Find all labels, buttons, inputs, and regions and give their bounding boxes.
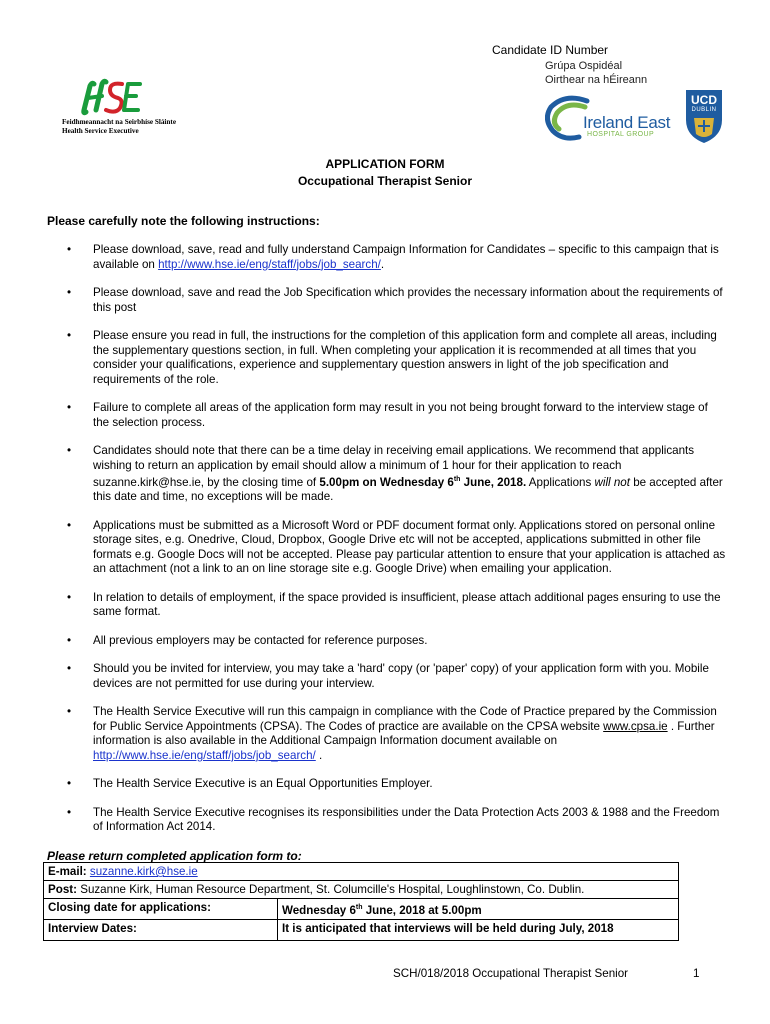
ireland-east-logo bbox=[545, 59, 685, 144]
bullet-icon: • bbox=[67, 518, 72, 532]
bullet-icon: • bbox=[67, 329, 72, 342]
instructions-heading: Please carefully note the following instructions: bbox=[47, 214, 320, 228]
table-row bbox=[44, 919, 679, 940]
list-item: • In relation to details of employment, if the space provided is insufficient, please attach additional pages ensuring to use the same format. bbox=[67, 590, 721, 619]
bullet-icon: • bbox=[67, 286, 72, 299]
bullet-icon: • bbox=[67, 590, 72, 604]
return-title: Please return completed application form to: bbox=[47, 849, 302, 863]
bullet-icon: • bbox=[67, 243, 72, 256]
page-title: APPLICATION FORM bbox=[325, 157, 445, 171]
instructions-list bbox=[47, 243, 727, 849]
ucd-crest bbox=[684, 88, 724, 144]
list-item: • The Health Service Executive is an Equal Opportunities Employer. bbox=[67, 777, 433, 791]
list-item: • All previous employers may be contacted for reference purposes. bbox=[67, 633, 428, 647]
interview-label: Interview Dates: bbox=[44, 919, 278, 940]
list-item: • Should you be invited for interview, you may take a 'hard' copy (or 'paper' copy) of your application form with you. Mobile devices are not permitted for use during your interview. bbox=[67, 662, 709, 690]
list-item: • Please download, save, read and fully understand Campaign Information for Candidates – specific to this campaign that is available on http://www.hse.ie/eng/staff/jobs/job_search/. bbox=[67, 243, 719, 271]
bullet-icon: • bbox=[67, 444, 72, 457]
table-row bbox=[44, 899, 679, 920]
ieh-name: Ireland East bbox=[583, 113, 671, 132]
list-item: • The Health Service Executive recognises its responsibilities under the Data Protection Acts 2003 & 1988 and the Freedom of Information Act 2014. bbox=[67, 805, 720, 834]
list-item: • Failure to complete all areas of the application form may result in you not being brought forward to the interview stage of the selection process. bbox=[67, 401, 708, 429]
job-search-link[interactable]: http://www.hse.ie/eng/staff/jobs/job_search/ bbox=[158, 257, 381, 271]
ieh-subtitle: HOSPITAL GROUP bbox=[587, 131, 655, 138]
page-number: 1 bbox=[693, 967, 700, 980]
table-row bbox=[44, 881, 679, 899]
bullet-icon: • bbox=[67, 662, 72, 676]
ucd-dublin-text: DUBLIN bbox=[691, 107, 717, 113]
ieh-irish-line1: Grúpa Ospidéal bbox=[545, 60, 623, 72]
interview-value: It is anticipated that interviews will be held during July, 2018 bbox=[278, 919, 679, 940]
hse-logo bbox=[62, 78, 177, 140]
cpsa-link[interactable]: www.cpsa.ie bbox=[603, 719, 668, 733]
page-subtitle: Occupational Therapist Senior bbox=[297, 174, 473, 188]
ieh-irish-line2: Oirthear na hÉireann bbox=[545, 74, 648, 86]
bullet-icon: • bbox=[67, 401, 72, 414]
ucd-text: UCD bbox=[691, 93, 717, 107]
table-row bbox=[44, 863, 679, 881]
bullet-icon: • bbox=[67, 633, 72, 647]
hse-mark-icon bbox=[62, 78, 172, 118]
bullet-icon: • bbox=[67, 777, 72, 791]
email-link[interactable]: suzanne.kirk@hse.ie bbox=[89, 865, 198, 878]
form-title-block bbox=[0, 156, 770, 190]
footer-reference: SCH/018/2018 Occupational Therapist Senior bbox=[393, 967, 629, 980]
return-details-table bbox=[43, 862, 679, 941]
bullet-icon: • bbox=[67, 705, 72, 719]
list-item: • Candidates should note that there can be a time delay in receiving email applications. We recommend that applicants wishing to return an application by email should allow a minimum of 1 hour for their application to reach suzanne.kirk@hse.ie, by the closing time of 5.00pm on Wednesday 6th June, 2018. Applications will not be accepted after this date and time, no exceptions will be made. bbox=[67, 444, 723, 504]
list-item: • Applications must be submitted as a Microsoft Word or PDF document format only. Applications stored on personal online storage sites, e.g. Onedrive, Cloud, Dropbox, Google Drive etc will not be accepted, applications submitted in other file formats e.g. Google Docs will not be accepted. Please pay particular attention to ensure that your application is attached as an attachment (not a link to an on line storage site e.g. Google Drive) when emailing your application. bbox=[67, 518, 726, 576]
candidate-id-label: Candidate ID Number bbox=[492, 43, 609, 57]
list-item: • Please download, save and read the Job Specification which provides the necessary information about the requirements of this post bbox=[67, 286, 723, 314]
post-cell: Post: Suzanne Kirk, Human Resource Department, St. Columcille's Hospital, Loughlinstown, Co. Dublin. bbox=[44, 881, 679, 899]
list-item: • Please ensure you read in full, the instructions for the completion of this application form and complete all areas, including the supplementary questions section, in full. When completing your application it is recommended at all times that you consider your qualifications, experience and supplementary question answers in light of the job specification and requirements of the role. bbox=[67, 329, 717, 386]
email-cell: E-mail: suzanne.kirk@hse.ie bbox=[44, 863, 679, 881]
list-item: • The Health Service Executive will run this campaign in compliance with the Code of Practice prepared by the Commission for Public Service Appointments (CPSA). The Codes of practice are available on the CPSA website www.cpsa.ie . Further information is also available in the Additional Campaign Information document available on http://www.hse.ie/eng/staff/jobs/job_search/ . bbox=[67, 705, 717, 762]
closing-value: Wednesday 6th June, 2018 at 5.00pm bbox=[278, 899, 679, 920]
hse-irish-name: Feidhmeannacht na Seirbhíse Sláinte bbox=[62, 118, 177, 126]
job-search-link-2[interactable]: http://www.hse.ie/eng/staff/jobs/job_search/ bbox=[93, 748, 316, 762]
hse-english-name: Health Service Executive bbox=[62, 127, 139, 135]
closing-label: Closing date for applications: bbox=[44, 899, 278, 920]
bullet-icon: • bbox=[67, 805, 72, 819]
